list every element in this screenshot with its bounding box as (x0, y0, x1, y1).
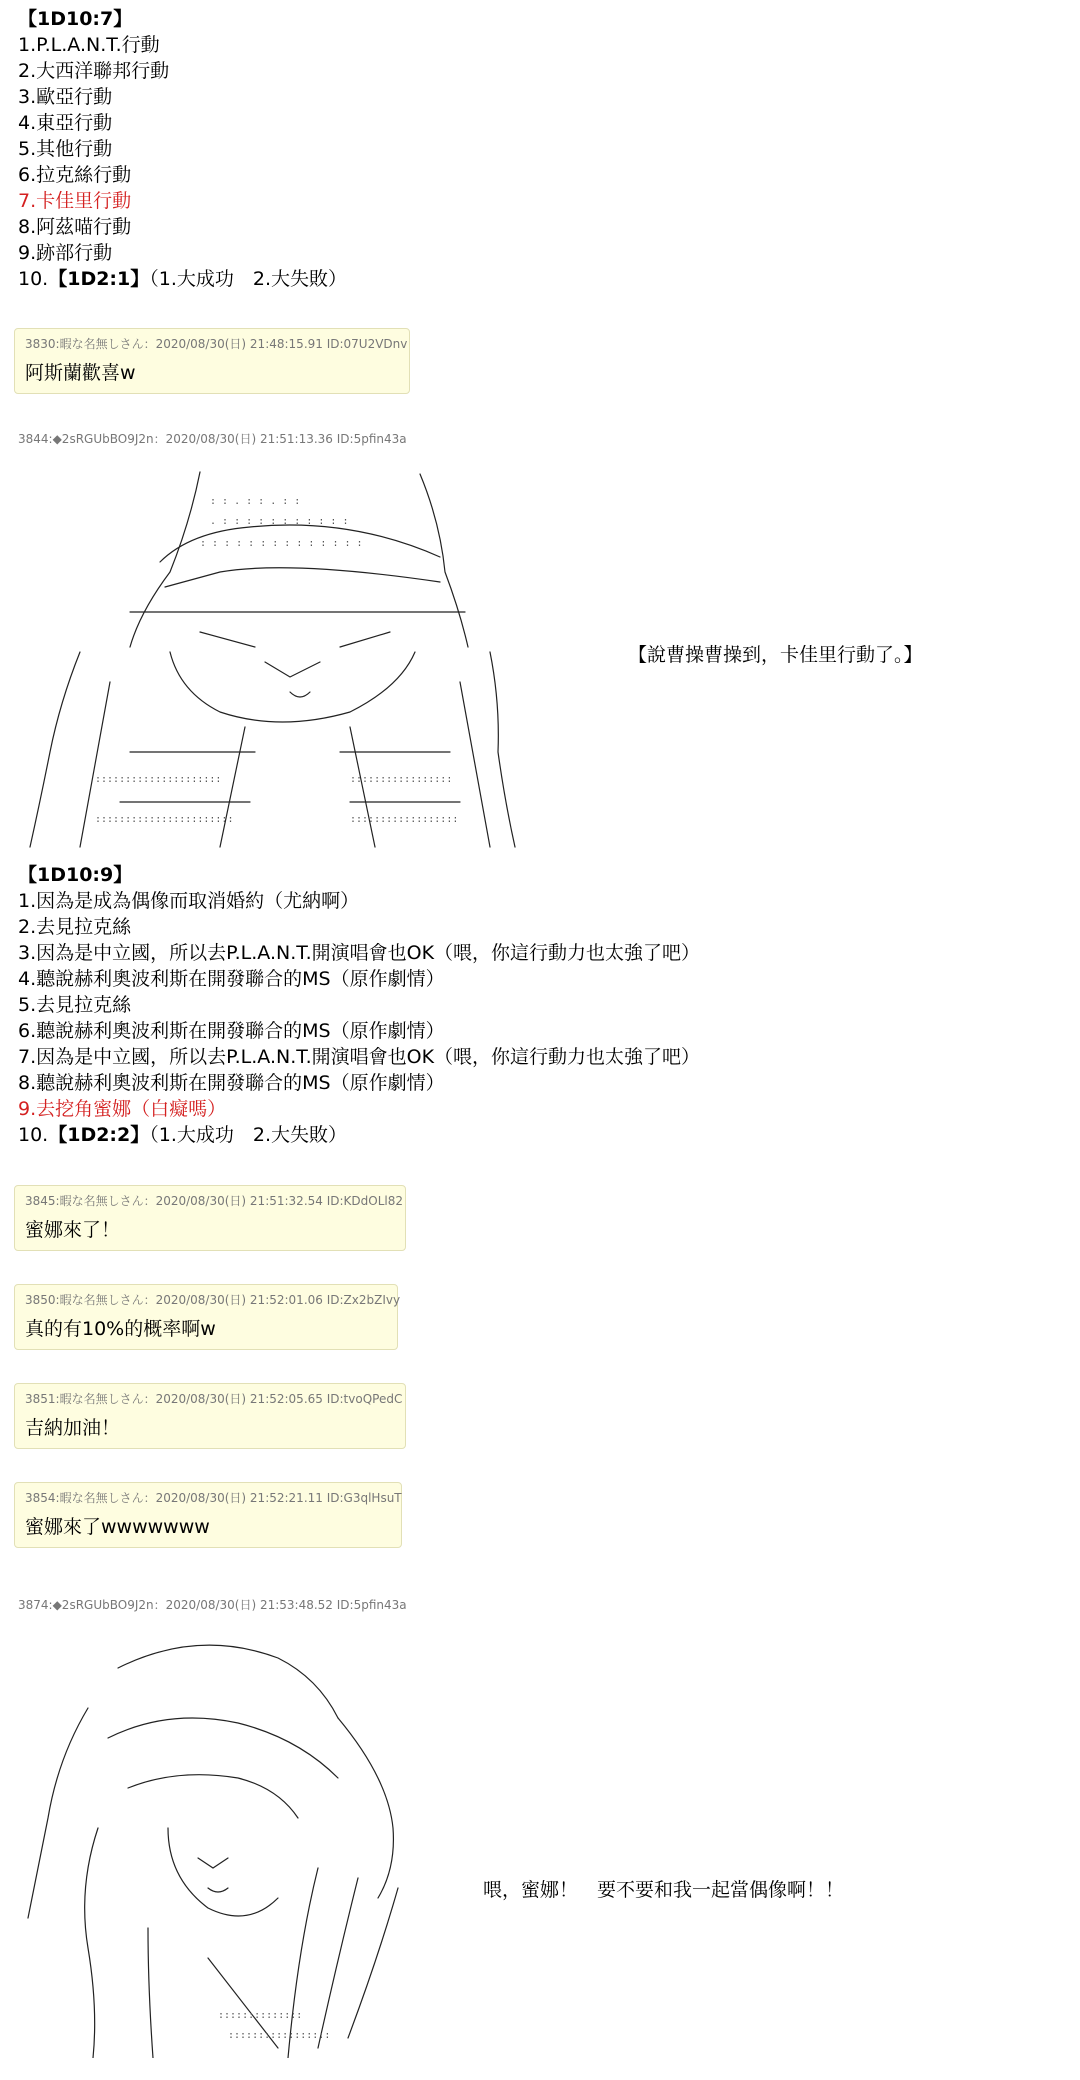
roll2-item-5: 5.去見拉克絲 (18, 994, 132, 1016)
roll1-item-7-selected: 7.卡佳里行動 (18, 190, 132, 212)
post-body: 阿斯蘭歡喜w (25, 362, 136, 384)
roll2-item-9-selected: 9.去挖角蜜娜（白癡嗎） (18, 1098, 227, 1120)
roll1-item-8: 8.阿茲喵行動 (18, 216, 132, 238)
roll2-item-8: 8.聽說赫利奧波利斯在開發聯合的MS（原作劇情） (18, 1072, 445, 1094)
post-body: 蜜娜來了wwwwwww (25, 1516, 210, 1538)
post-body: 吉納加油！ (25, 1417, 121, 1439)
roll1-item-4: 4.東亞行動 (18, 112, 113, 134)
roll1-item-10-rest: （1.大成功 2.大失敗） (149, 268, 348, 290)
svg-text:::::::::::::::::::: :::::::::::::::::: (350, 814, 459, 825)
roll2-item-7: 7.因為是中立國，所以去P.L.A.N.T.開演唱會也OK（喂，你這行動力也太強了吧） (18, 1046, 701, 1068)
post-body: 真的有10%的概率啊w (25, 1318, 216, 1340)
post-header: 3851:暇な名無しさん：2020/08/30(日) 21:52:05.65 ID:tvoQPedC (25, 1392, 403, 1406)
post-3845 (14, 1185, 406, 1251)
svg-text::::::::::::::::::: ::::::::::::::::: (350, 774, 453, 785)
roll1-item-2: 2.大西洋聯邦行動 (18, 60, 170, 82)
roll2-item-3: 3.因為是中立國，所以去P.L.A.N.T.開演唱會也OK（喂，你這行動力也太強了吧） (18, 942, 701, 964)
roll1-header: 【1D10:7】 (18, 8, 133, 30)
roll1-item-6: 6.拉克絲行動 (18, 164, 132, 186)
roll1-item-9: 9.跡部行動 (18, 242, 113, 264)
svg-text:: : . : : . : :: : : . : : . : : (210, 496, 301, 507)
svg-text::::::::::::::::::::::: ::::::::::::::::::::: (95, 774, 222, 785)
post-3851 (14, 1383, 406, 1449)
roll2-item-1: 1.因為是成為偶像而取消婚約（尤納啊） (18, 890, 360, 912)
post-header: 3850:暇な名無しさん：2020/08/30(日) 21:52:01.06 ID:Zx2bZIvy (25, 1293, 401, 1307)
post-body: 蜜娜來了！ (25, 1219, 121, 1241)
post-header: 3845:暇な名無しさん：2020/08/30(日) 21:51:32.54 ID:KDdOLl82 (25, 1194, 404, 1208)
roll1-item-10 (18, 266, 347, 292)
post-3830 (14, 328, 410, 394)
roll1-item-5: 5.其他行動 (18, 138, 113, 160)
roll2-item-4: 4.聽說赫利奧波利斯在開發聯合的MS（原作劇情） (18, 968, 445, 990)
roll2-item-10 (18, 1122, 347, 1148)
author-line-3874: 3874:◆2sRGUbBO9J2n：2020/08/30(日) 21:53:48.52 ID:5pfin43a (18, 1598, 407, 1612)
roll1-item-10-dice: 【1D2:1】 (48, 268, 150, 290)
caption-kagari-acts: 【說曹操曹操到，卡佳里行動了。】 (628, 644, 923, 666)
ascii-art-kagari (20, 462, 520, 862)
roll1-item-1: 1.P.L.A.N.T.行動 (18, 34, 160, 56)
svg-text:::::::::::::::: :::::::::::::: (218, 2010, 303, 2021)
svg-text:: : : : : : : : : : : : : :: : : : : : : : : : : : : : : (200, 538, 363, 549)
roll2-item-2: 2.去見拉克絲 (18, 916, 132, 938)
svg-text:. : : : : : : : : : : :: . : : : : : : : : : : : (210, 516, 349, 527)
svg-text::::::::::::::::::: ::::::::::::::::: (228, 2030, 331, 2041)
author-line-3844: 3844:◆2sRGUbBO9J2n：2020/08/30(日) 21:51:13.36 ID:5pfin43a (18, 432, 407, 446)
post-3850 (14, 1284, 401, 1350)
roll2-item-6: 6.聽說赫利奧波利斯在開發聯合的MS（原作劇情） (18, 1020, 445, 1042)
roll1-item-10-prefix: 10. (18, 268, 49, 290)
roll2-item-10-dice: 【1D2:2】 (48, 1124, 150, 1146)
roll2-item-10-rest: （1.大成功 2.大失敗） (149, 1124, 348, 1146)
svg-text::::::::::::::::::::::::: ::::::::::::::::::::::: (95, 814, 234, 825)
ascii-art-mina (18, 1628, 418, 2058)
caption-idol-invite: 喂，蜜娜！ 要不要和我一起當偶像啊！！ (483, 1879, 845, 1901)
roll2-item-10-prefix: 10. (18, 1124, 49, 1146)
post-3854 (14, 1482, 402, 1548)
post-header: 3830:暇な名無しさん：2020/08/30(日) 21:48:15.91 ID:07U2VDnv (25, 337, 408, 351)
roll1-item-3: 3.歐亞行動 (18, 86, 113, 108)
roll2-header: 【1D10:9】 (18, 864, 133, 886)
post-header: 3854:暇な名無しさん：2020/08/30(日) 21:52:21.11 ID:G3qlHsuT (25, 1491, 402, 1505)
